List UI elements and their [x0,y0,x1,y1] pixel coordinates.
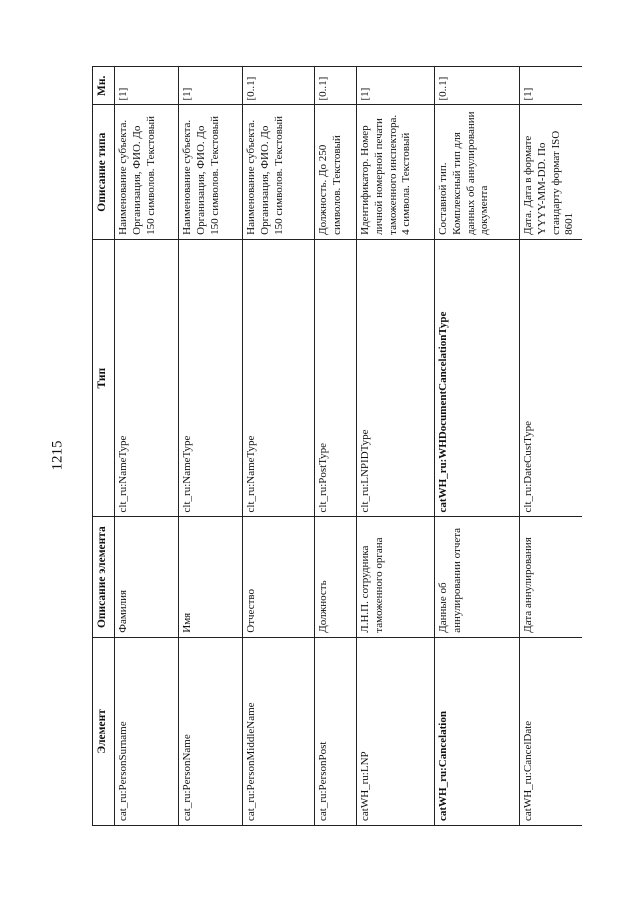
table-row [315,67,357,826]
cell-type-description: Наименование субъекта. Организация, ФИО. До 150 символов. Текстовый [243,105,315,239]
page-number: 1215 [49,440,66,471]
header-element: Элемент [93,637,115,825]
cell-multiplicity: [1] [357,67,435,106]
cell-description: Отчество [243,517,315,637]
cell-multiplicity: [1] [179,67,243,106]
header-element-description: Описание элемента [93,517,115,637]
cell-description: Л.Н.П. сотрудника таможенного органа [357,517,435,637]
table-frame [92,66,582,826]
rotated-table-container [92,66,582,826]
cell-element: cat_ru:PersonPost [315,637,357,825]
cell-type: clt_ru:DateCustType [520,239,583,517]
cell-description: Данные об аннулировании отчета [435,517,520,637]
cell-type-description: Наименование субъекта. Организация, ФИО. До 150 символов. Текстовый [179,105,243,239]
cell-multiplicity: [0..1] [243,67,315,106]
header-multiplicity: Мн. [93,67,115,106]
cell-type-description: Идентификатор. Номер личной номерной печати таможенного инспектора. 4 символа. Текстовый [357,105,435,239]
cell-type: clt_ru:NameType [243,239,315,517]
table-row [357,67,435,826]
cell-element: cat_ru:PersonSurname [115,637,179,825]
cell-element: cat_ru:PersonName [179,637,243,825]
cell-multiplicity: [0..1] [315,67,357,106]
cell-type: catWH_ru:WHDocumentCancelationType [435,239,520,517]
table-row [435,67,520,826]
cell-type-description: Дата. Дата в формате YYYY-MM-DD. По стандарту формат ISO 8601 [520,105,583,239]
cell-description: Имя [179,517,243,637]
cell-type: clt_ru:NameType [115,239,179,517]
cell-type-description: Должность. До 250 символов. Текстовый [315,105,357,239]
cell-type: clt_ru:NameType [179,239,243,517]
cell-element: catWH_ru:Cancelation [435,637,520,825]
table-row [115,67,179,826]
cell-type: clt_ru:PostType [315,239,357,517]
cell-type: clt_ru:LNPIDType [357,239,435,517]
cell-element: cat_ru:PersonMiddleName [243,637,315,825]
cell-multiplicity: [1] [115,67,179,106]
table-row [520,67,583,826]
table-row [179,67,243,826]
cell-element: catWH_ru:LNP [357,637,435,825]
cell-element: catWH_ru:CancelDate [520,637,583,825]
cell-description: Фамилия [115,517,179,637]
cell-multiplicity: [1] [520,67,583,106]
table-header-row [93,67,115,826]
table-row [243,67,315,826]
cell-multiplicity: [0..1] [435,67,520,106]
cell-description: Должность [315,517,357,637]
cell-description: Дата аннулирования [520,517,583,637]
header-type: Тип [93,239,115,517]
schema-table [92,66,582,826]
cell-type-description: Наименование субъекта. Организация, ФИО. До 150 символов. Текстовый [115,105,179,239]
cell-type-description: Составной тип. Комплексный тип для данных об аннулировании документа [435,105,520,239]
header-type-description: Описание типа [93,105,115,239]
